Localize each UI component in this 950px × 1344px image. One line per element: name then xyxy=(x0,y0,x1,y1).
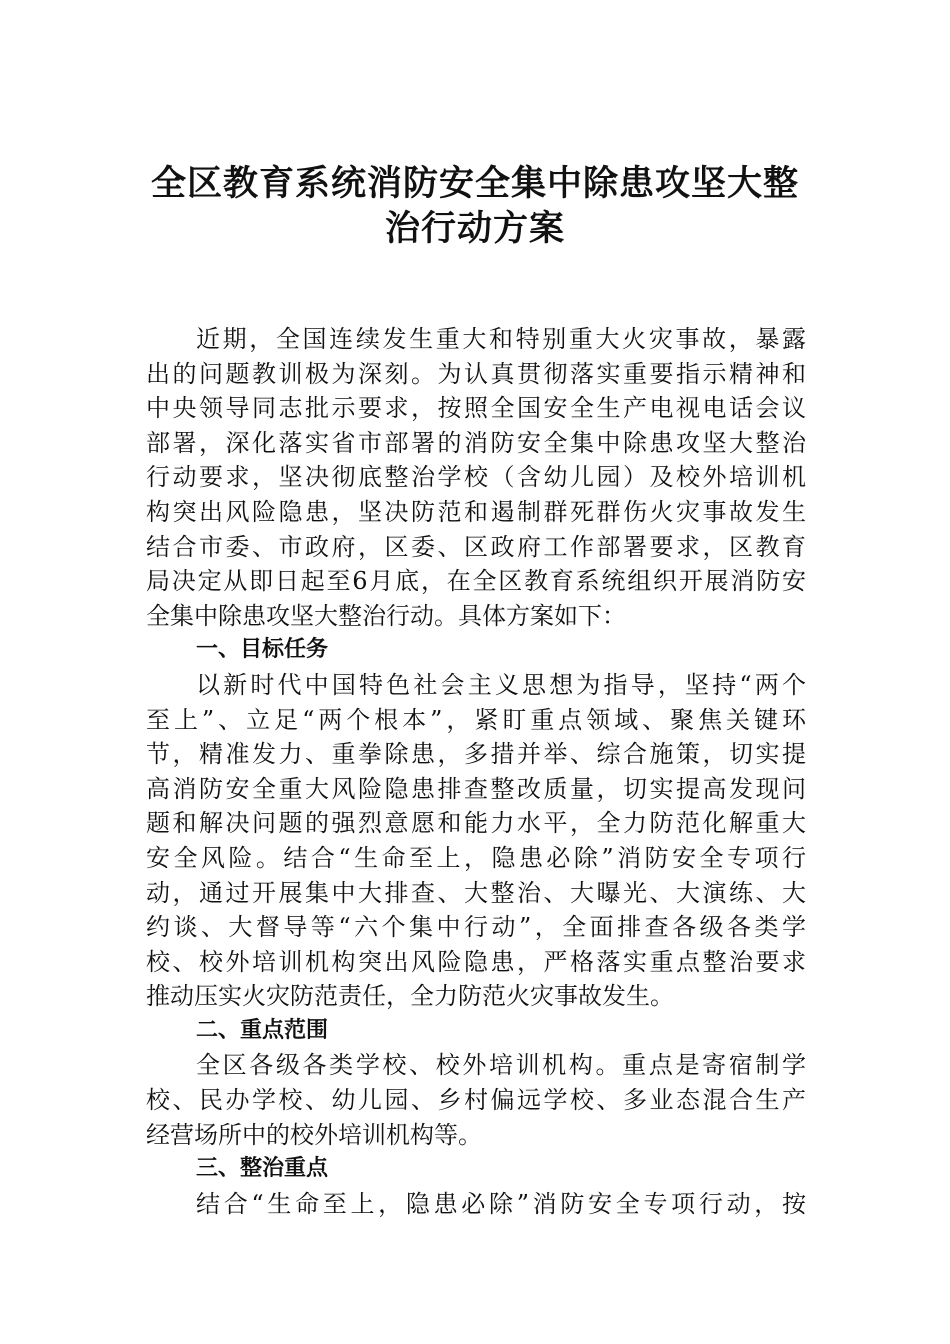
paragraph-line: 以新时代中国特色社会主义思想为指导，坚持“两个 xyxy=(196,670,806,699)
paragraph-line: 题和解决问题的强烈意愿和能力水平，全力防范化解重大 xyxy=(146,809,806,838)
paragraph-line: 动，通过开展集中大排查、大整治、大曝光、大演练、大 xyxy=(146,878,806,907)
paragraph-line: 高消防安全重大风险隐患排查整改质量，切实提高发现问 xyxy=(146,774,806,803)
paragraph-line: 结合“生命至上，隐患必除”消防安全专项行动，按 xyxy=(196,1189,806,1218)
document-title-line-1: 全区教育系统消防安全集中除患攻坚大整 xyxy=(150,163,799,204)
paragraph-line: 经营场所中的校外培训机构等。 xyxy=(146,1120,482,1149)
document-title-line-2: 治行动方案 xyxy=(384,208,565,249)
paragraph-line: 节，精准发力、重拳除患，多措并举、综合施策，切实提 xyxy=(146,740,806,769)
paragraph-line: 全区各级各类学校、校外培训机构。重点是寄宿制学 xyxy=(196,1051,806,1080)
paragraph-line: 近期，全国连续发生重大和特别重大火灾事故，暴露 xyxy=(196,325,806,353)
paragraph-line: 结合市委、市政府，区委、区政府工作部署要求，区教育 xyxy=(146,532,806,561)
paragraph-line: 校、校外培训机构突出风险隐患，严格落实重点整治要求 xyxy=(146,947,806,976)
section-heading-focus: 三、整治重点 xyxy=(196,1156,329,1182)
paragraph-line: 行动要求，坚决彻底整治学校（含幼儿园）及校外培训机 xyxy=(146,463,806,492)
paragraph-line: 约谈、大督导等“六个集中行动”，全面排查各级各类学 xyxy=(146,913,806,942)
paragraph-line: 安全风险。结合“生命至上，隐患必除”消防安全专项行 xyxy=(146,843,806,872)
paragraph-line: 校、民办学校、幼儿园、乡村偏远学校、多业态混合生产 xyxy=(146,1086,806,1115)
paragraph-line: 推动压实火灾防范责任，全力防范火灾事故发生。 xyxy=(146,982,674,1011)
paragraph-line: 局决定从即日起至6月底，在全区教育系统组织开展消防安 xyxy=(146,567,806,596)
paragraph-line: 中央领导同志批示要求，按照全国安全生产电视电话会议 xyxy=(146,394,806,423)
paragraph-line: 出的问题教训极为深刻。为认真贯彻落实重要指示精神和 xyxy=(146,359,806,388)
paragraph-line: 全集中除患攻坚大整治行动。具体方案如下： xyxy=(146,601,626,630)
paragraph-line: 部署，深化落实省市部署的消防安全集中除患攻坚大整治 xyxy=(146,428,806,457)
section-heading-goals: 一、目标任务 xyxy=(196,637,329,663)
section-heading-scope: 二、重点范围 xyxy=(196,1017,329,1043)
paragraph-line: 构突出风险隐患，坚决防范和遏制群死群伤火灾事故发生 xyxy=(146,497,806,526)
document-body xyxy=(146,322,806,1221)
paragraph-line: 至上”、立足“两个根本”，紧盯重点领域、聚焦关键环 xyxy=(146,705,806,734)
